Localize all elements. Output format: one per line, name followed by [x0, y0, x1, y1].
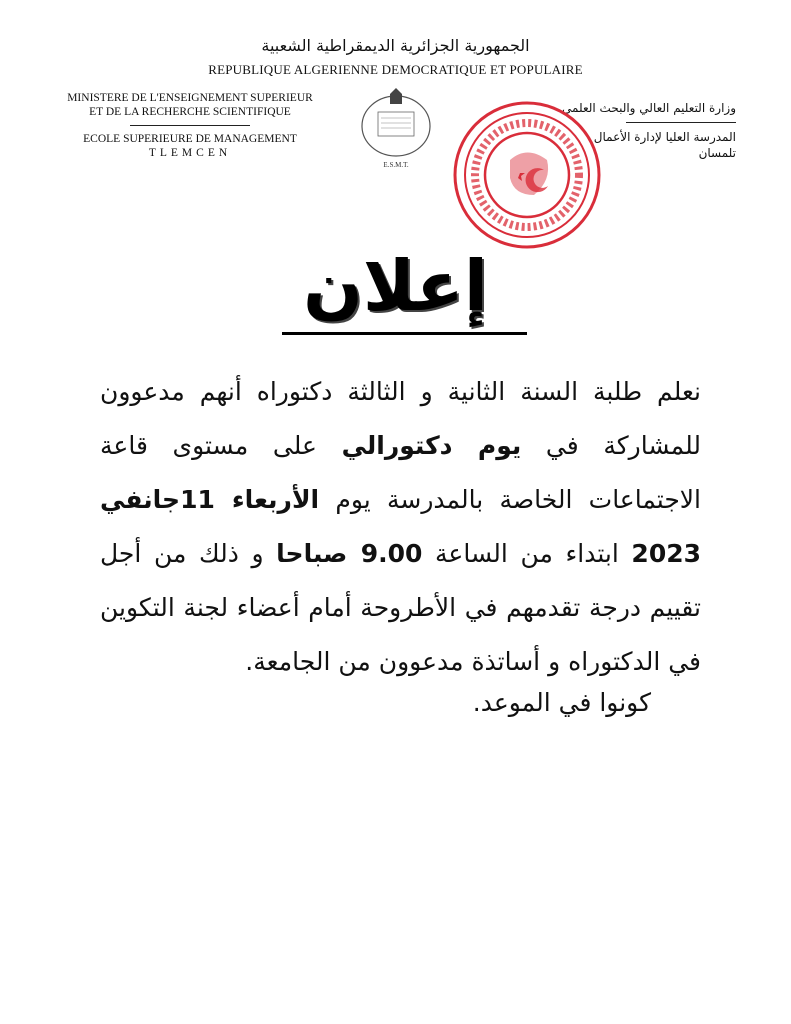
left-institution-block [50, 91, 330, 160]
ministry-line-2: ET DE LA RECHERCHE SCIENTIFIQUE [89, 106, 291, 118]
official-stamp [452, 100, 602, 250]
body-paragraph [100, 365, 701, 689]
divider [130, 125, 250, 126]
title-underline [282, 332, 527, 335]
closing-line: كونوا في الموعد. [472, 688, 651, 717]
body-text-2: على مستوى قاعة الاجتماعات الخاصة بالمدرسة يوم [100, 431, 701, 514]
announcement-body [100, 365, 701, 689]
logo-caption: E.S.M.T. [383, 161, 409, 169]
body-text-4: و ذلك من أجل تقييم درجة تقدمهم في الأطروحة أمام أعضاء لجنة التكوين في الدكتوراه و أساتذة مدعوون من الجامعة. [100, 539, 701, 676]
header-french-republic: REPUBLIQUE ALGERIENNE DEMOCRATIQUE ET POPULAIRE [208, 62, 583, 77]
event-time: 9.00 صباحا [276, 539, 423, 568]
header-arabic-republic: الجمهورية الجزائرية الديمقراطية الشعبية [261, 36, 530, 55]
city-name-ar: تلمسان [698, 146, 736, 160]
school-name-fr: ECOLE SUPERIEURE DE MANAGEMENT [83, 133, 297, 145]
divider [626, 122, 736, 123]
ministry-ar: وزارة التعليم العالي والبحث العلمي [562, 101, 736, 115]
city-name-fr: TLEMCEN [148, 147, 232, 159]
ministry-line-1: MINISTERE DE L'ENSEIGNEMENT SUPERIEUR [67, 92, 313, 104]
body-text-3: ابتداء من الساعة [422, 539, 632, 568]
announcement-title: إعلان [303, 245, 488, 327]
school-name-ar: المدرسة العليا لإدارة الأعمال [593, 130, 736, 144]
school-logo [356, 88, 436, 170]
body-text-1: نعلم طلبة السنة الثانية و الثالثة دكتوراه أنهم مدعوون للمشاركة في [100, 377, 702, 460]
event-name: يوم دكتورالي [341, 431, 522, 460]
event-date: الأربعاء 11جانفي 2023 [100, 485, 702, 568]
